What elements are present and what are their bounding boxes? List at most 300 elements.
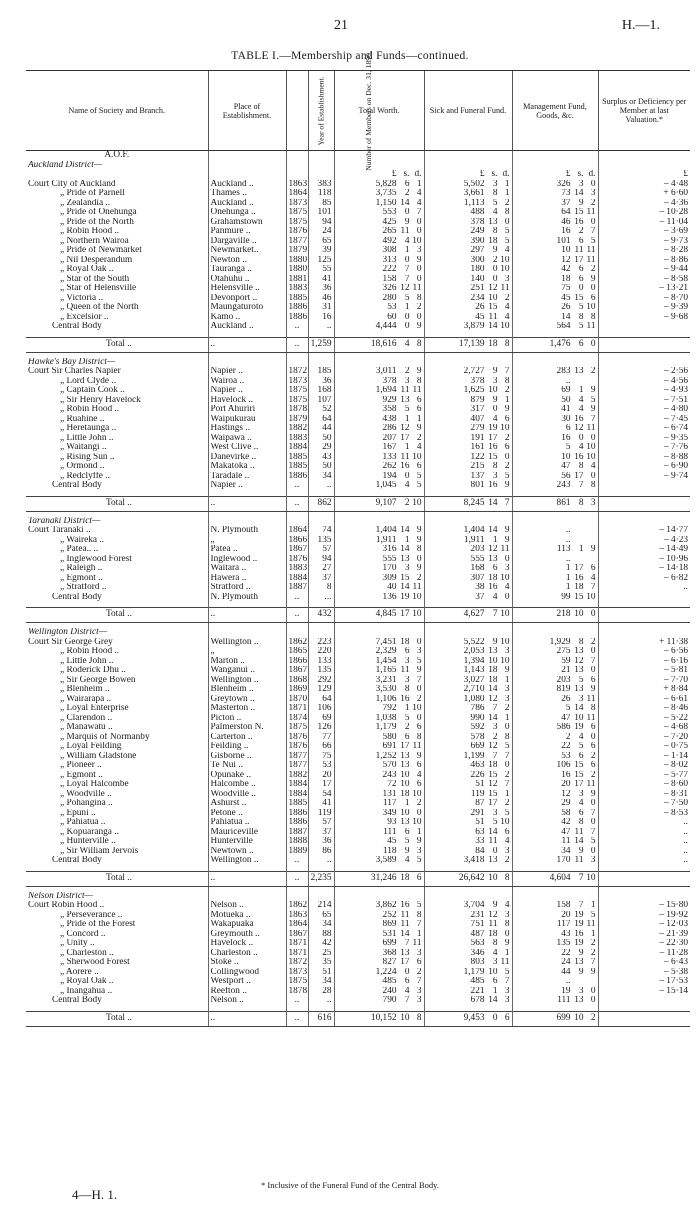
- total-worth: [334, 695, 424, 705]
- management-fund-pounds: 113: [556, 545, 571, 555]
- sick-funeral-fund: [424, 771, 512, 781]
- society-name: „ Unity ..: [60, 939, 95, 949]
- management-fund: [512, 1011, 598, 1026]
- total-worth-shillings: 16: [400, 462, 410, 472]
- sick-funeral-fund-pence: 4: [504, 901, 510, 911]
- sick-funeral-fund-pence: 7: [504, 780, 510, 790]
- year-established: 1878: [286, 405, 308, 415]
- management-fund-pounds: ..: [565, 977, 571, 987]
- management-fund-shillings: 11: [574, 856, 584, 866]
- sick-funeral-fund-pounds: 563: [470, 939, 485, 949]
- place-of-establishment: Grahamstown: [208, 218, 286, 228]
- total-row: [26, 496, 690, 511]
- management-fund-pence: 10: [586, 452, 596, 462]
- total-worth-shillings: 4: [404, 986, 410, 996]
- currency-mgmt-pence: d.: [588, 170, 596, 180]
- total-worth-pounds: 555: [382, 554, 397, 564]
- surplus-deficiency: – 15·80: [598, 901, 690, 911]
- total-worth: [334, 443, 424, 453]
- sick-funeral-fund: [424, 714, 512, 724]
- management-fund-shillings: 19: [574, 920, 584, 930]
- total-worth: [334, 638, 424, 648]
- management-fund-shillings: 6: [578, 236, 584, 246]
- year-established: 1872: [286, 958, 308, 968]
- total-worth-pence: 6: [416, 872, 422, 883]
- year-established: 1885: [286, 462, 308, 472]
- place-of-establishment: Newton ..: [208, 256, 286, 266]
- sick-funeral-fund-pence: 2: [504, 856, 510, 866]
- sick-funeral-fund-pounds: 226: [470, 770, 485, 780]
- management-fund-shillings: 5: [578, 675, 584, 685]
- total-worth-shillings: 6: [404, 647, 410, 657]
- surplus-deficiency: [598, 608, 690, 623]
- sick-funeral-fund-pounds: 463: [470, 761, 485, 771]
- total-worth-pence: 5: [416, 901, 422, 911]
- management-fund: [512, 837, 598, 847]
- sick-funeral-fund: [424, 405, 512, 415]
- management-fund: [512, 472, 598, 482]
- member-count: 118: [308, 189, 334, 199]
- sick-funeral-fund: [424, 496, 512, 511]
- member-count: 28: [308, 987, 334, 997]
- member-count: 64: [308, 415, 334, 425]
- empty-cell: [334, 517, 424, 527]
- sick-funeral-fund-pounds: 215: [470, 462, 485, 472]
- page-reference: H.—1.: [621, 18, 660, 33]
- surplus-deficiency: – 4·23: [598, 536, 690, 546]
- sick-funeral-fund-pence: 5: [504, 967, 510, 977]
- table-row: [26, 275, 690, 285]
- table-row: [26, 303, 690, 313]
- total-worth-shillings: 3: [404, 675, 410, 685]
- empty-cell: [308, 151, 334, 161]
- member-count: 223: [308, 638, 334, 648]
- total-worth-shillings: 18: [400, 637, 410, 647]
- member-count: 50: [308, 462, 334, 472]
- member-count: 36: [308, 284, 334, 294]
- total-worth-pounds: 5,828: [375, 179, 397, 189]
- management-fund-pence: 0: [590, 433, 596, 443]
- sick-funeral-fund: [424, 695, 512, 705]
- total-worth-pounds: 309: [382, 573, 397, 583]
- total-worth-pounds: 553: [382, 208, 397, 218]
- table-row: [26, 545, 690, 555]
- year-established: 1886: [286, 472, 308, 482]
- management-fund-shillings: 8: [578, 312, 584, 322]
- total-worth: [334, 911, 424, 921]
- sick-funeral-fund-pence: 0: [504, 723, 510, 733]
- management-fund-pence: 11: [586, 255, 596, 265]
- sick-funeral-fund-pence: 8: [504, 208, 510, 218]
- table-row: [26, 434, 690, 444]
- management-fund-pence: 6: [590, 564, 596, 574]
- member-count: 53: [308, 761, 334, 771]
- sick-funeral-fund-pence: 8: [504, 732, 510, 742]
- member-count: 135: [308, 666, 334, 676]
- management-fund-pence: 11: [586, 424, 596, 434]
- society-name: „ Loyal Enterprise: [60, 704, 129, 714]
- total-worth: [334, 901, 424, 911]
- sick-funeral-fund-pounds: 3,704: [463, 901, 485, 911]
- society-name: Central Body: [52, 322, 102, 332]
- management-fund-pounds: 111: [557, 996, 571, 1006]
- total-worth-shillings: 6: [404, 827, 410, 837]
- sick-funeral-fund-shillings: 18: [488, 573, 498, 583]
- management-fund-pounds: 29: [561, 799, 571, 809]
- total-worth-pounds: 691: [382, 742, 397, 752]
- sick-funeral-fund: [424, 742, 512, 752]
- total-worth-shillings: 4: [404, 236, 410, 246]
- total-worth: [334, 415, 424, 425]
- management-fund-shillings: 5: [578, 742, 584, 752]
- table-row: [26, 704, 690, 714]
- total-worth-pence: 5: [416, 481, 422, 491]
- total-worth: [334, 987, 424, 997]
- management-fund: [512, 752, 598, 762]
- total-worth-pounds: 1,179: [375, 723, 397, 733]
- year-established: 1877: [286, 761, 308, 771]
- sick-funeral-fund-pence: 6: [504, 1012, 510, 1023]
- management-fund-shillings: 9: [578, 967, 584, 977]
- table-row: [26, 780, 690, 790]
- header-place: Place of Establishment.: [208, 71, 286, 151]
- surplus-deficiency: [598, 1011, 690, 1026]
- sick-funeral-fund-pounds: 63: [475, 827, 485, 837]
- table-row: [26, 996, 690, 1006]
- total-worth-pence: 6: [416, 761, 422, 771]
- sick-funeral-fund-pounds: 390: [470, 236, 485, 246]
- empty-cell: [512, 161, 598, 171]
- table-row: [26, 638, 690, 648]
- total-worth-pence: 11: [412, 583, 422, 593]
- place-of-establishment: Taradale ..: [208, 472, 286, 482]
- table-row: [26, 695, 690, 705]
- society-name: „ Sir William Jervois: [60, 846, 139, 856]
- sick-funeral-fund: [424, 180, 512, 190]
- place-of-establishment: Te Nui ..: [208, 761, 286, 771]
- currency-sick: [424, 170, 512, 180]
- management-fund-shillings: 10: [574, 713, 584, 723]
- total-worth-pounds: 313: [382, 255, 397, 265]
- year-established: 1863: [286, 911, 308, 921]
- year-established: ..: [286, 322, 308, 332]
- total-worth-pounds: 60: [387, 312, 397, 322]
- member-count: 35: [308, 958, 334, 968]
- place-of-establishment: Ashurst ..: [208, 799, 286, 809]
- member-count: 862: [308, 496, 334, 511]
- sick-funeral-fund-pounds: 203: [470, 545, 485, 555]
- surplus-deficiency: + 11·38: [598, 638, 690, 648]
- management-fund-pounds: 42: [561, 265, 571, 275]
- sick-funeral-fund-shillings: 8: [492, 939, 498, 949]
- place-of-establishment: Thames ..: [208, 189, 286, 199]
- empty-cell: [208, 358, 286, 368]
- management-fund-pence: 5: [590, 910, 596, 920]
- management-fund: [512, 695, 598, 705]
- management-fund-pounds: 34: [561, 846, 571, 856]
- management-fund-pence: 6: [590, 761, 596, 771]
- sick-funeral-fund-shillings: 14: [488, 827, 498, 837]
- management-fund: [512, 180, 598, 190]
- member-count: 17: [308, 780, 334, 790]
- sick-funeral-fund-shillings: 1: [492, 535, 498, 545]
- management-fund-pence: 2: [590, 948, 596, 958]
- total-worth-shillings: 5: [404, 293, 410, 303]
- year-established: ..: [286, 856, 308, 866]
- sick-funeral-fund-pounds: 249: [470, 227, 485, 237]
- total-worth-shillings: 10: [400, 808, 410, 818]
- management-fund-pence: 9: [590, 967, 596, 977]
- empty-cell: [308, 892, 334, 902]
- total-worth-shillings: 7: [404, 274, 410, 284]
- society-name: „ Aorere ..: [60, 967, 99, 977]
- society-name: „ Ormond ..: [60, 462, 105, 472]
- society-name: „ Lord Clyde ..: [60, 376, 117, 386]
- sick-funeral-fund-pounds: 168: [470, 564, 485, 574]
- sick-funeral-fund-shillings: 10: [488, 656, 498, 666]
- sick-funeral-fund-shillings: 12: [488, 910, 498, 920]
- place-of-establishment: Devonport ..: [208, 294, 286, 304]
- management-fund-pounds: 106: [556, 761, 571, 771]
- total-worth-pence: 1: [416, 179, 422, 189]
- member-count: ..: [308, 481, 334, 491]
- total-worth: [334, 949, 424, 959]
- empty-cell: [208, 892, 286, 902]
- management-fund-pence: 10: [586, 443, 596, 453]
- total-worth-pence: 4: [416, 189, 422, 199]
- surplus-deficiency: – 6·74: [598, 424, 690, 434]
- management-fund-pence: 11: [586, 780, 596, 790]
- empty-cell: [286, 517, 308, 527]
- total-worth-pounds: 368: [382, 948, 397, 958]
- management-fund-shillings: 14: [574, 189, 584, 199]
- total-worth-pounds: 117: [382, 799, 397, 809]
- total-worth: [334, 752, 424, 762]
- sick-funeral-fund-shillings: 4: [492, 414, 498, 424]
- management-fund: [512, 920, 598, 930]
- table-row: [26, 761, 690, 771]
- surplus-deficiency: [598, 871, 690, 886]
- management-fund-shillings: 11: [574, 827, 584, 837]
- sick-funeral-fund-shillings: 6: [492, 564, 498, 574]
- total-worth-pounds: 438: [382, 414, 397, 424]
- sick-funeral-fund-pounds: 300: [470, 255, 485, 265]
- sick-funeral-fund-pence: 7: [504, 977, 510, 987]
- table-row: [26, 256, 690, 266]
- sick-funeral-fund-pounds: 1,394: [463, 656, 485, 666]
- year-established: 1871: [286, 704, 308, 714]
- sick-funeral-fund: [424, 920, 512, 930]
- management-fund: [512, 313, 598, 323]
- sick-funeral-fund-shillings: 3: [492, 808, 498, 818]
- table-row: [26, 856, 690, 866]
- total-worth-pence: 10: [412, 497, 422, 508]
- management-fund-shillings: 13: [574, 685, 584, 695]
- total-worth-pounds: 869: [382, 920, 397, 930]
- management-fund-pounds: 283: [556, 367, 571, 377]
- sick-funeral-fund: [424, 386, 512, 396]
- table-row: [26, 987, 690, 997]
- management-fund: [512, 958, 598, 968]
- total-worth-pence: 2: [416, 303, 422, 313]
- table-row: [26, 526, 690, 536]
- society-name: „ Epuni ..: [60, 808, 96, 818]
- member-count: 86: [308, 847, 334, 857]
- management-fund-shillings: 19: [574, 910, 584, 920]
- sick-funeral-fund: [424, 189, 512, 199]
- total-worth-pounds: 72: [387, 780, 397, 790]
- total-worth-pounds: 222: [382, 265, 397, 275]
- sick-funeral-fund: [424, 987, 512, 997]
- year-established: 1867: [286, 545, 308, 555]
- section-heading: [26, 151, 690, 161]
- currency-worth-pounds: £: [391, 170, 397, 180]
- management-fund: [512, 818, 598, 828]
- place-of-establishment: Auckland ..: [208, 322, 286, 332]
- place-of-establishment: Mauriceville: [208, 828, 286, 838]
- management-fund-pence: 3: [590, 189, 596, 199]
- sick-funeral-fund: [424, 415, 512, 425]
- society-name: „ Captain Cook ..: [60, 386, 125, 396]
- sick-funeral-fund-shillings: 18: [488, 666, 498, 676]
- year-established: 1884: [286, 574, 308, 584]
- management-fund: [512, 536, 598, 546]
- year-established: 1864: [286, 189, 308, 199]
- total-worth: [334, 434, 424, 444]
- place-of-establishment: Picton ..: [208, 714, 286, 724]
- total-worth-pounds: 45: [387, 837, 397, 847]
- society-name: Total ..: [26, 608, 208, 623]
- management-fund-pounds: 47: [561, 827, 571, 837]
- management-fund-shillings: 3: [578, 789, 584, 799]
- sick-funeral-fund-shillings: 19: [488, 424, 498, 434]
- table-row: [26, 189, 690, 199]
- sick-funeral-fund: [424, 790, 512, 800]
- empty-cell: [308, 358, 334, 368]
- member-count: 168: [308, 386, 334, 396]
- sick-funeral-fund-pence: 3: [504, 685, 510, 695]
- management-fund-shillings: 6: [578, 808, 584, 818]
- management-fund: [512, 396, 598, 406]
- management-fund-pence: 8: [590, 704, 596, 714]
- surplus-deficiency: – 8·70: [598, 294, 690, 304]
- year-established: 1867: [286, 930, 308, 940]
- total-worth: [334, 837, 424, 847]
- place-of-establishment: Hunterville: [208, 837, 286, 847]
- total-worth: [334, 733, 424, 743]
- management-fund-pence: 4: [590, 573, 596, 583]
- total-worth-pounds: 131: [382, 789, 397, 799]
- society-name: „ Wairarapa ..: [60, 694, 112, 704]
- total-worth-shillings: 14: [400, 198, 410, 208]
- surplus-deficiency: – 22·30: [598, 939, 690, 949]
- total-worth-pence: 6: [416, 395, 422, 405]
- sick-funeral-fund-shillings: 5: [492, 198, 498, 208]
- total-worth-pence: 0: [416, 274, 422, 284]
- management-fund-pence: 7: [590, 656, 596, 666]
- sick-funeral-fund-pence: 0: [504, 554, 510, 564]
- place-of-establishment: Newmarket..: [208, 246, 286, 256]
- total-worth-shillings: 2: [404, 497, 410, 508]
- sick-funeral-fund-pounds: 2,053: [463, 647, 485, 657]
- total-worth-pence: 0: [416, 713, 422, 723]
- management-fund-shillings: 13: [574, 996, 584, 1006]
- place-of-establishment: ..: [208, 608, 286, 623]
- management-fund-shillings: 15: [574, 592, 584, 602]
- management-fund-shillings: 18: [574, 583, 584, 593]
- header-society: Name of Society and Branch.: [26, 71, 208, 151]
- sick-funeral-fund-shillings: 3: [492, 958, 498, 968]
- year-established: 1864: [286, 920, 308, 930]
- empty-cell: [424, 892, 512, 902]
- total-worth: [334, 799, 424, 809]
- total-worth-pounds: 827: [382, 958, 397, 968]
- management-fund-shillings: [571, 555, 584, 564]
- year-established: 1885: [286, 799, 308, 809]
- total-worth-pounds: 1,404: [375, 526, 397, 536]
- member-count: 31: [308, 303, 334, 313]
- total-worth: [334, 246, 424, 256]
- society-name: „ Ruahine ..: [60, 414, 105, 424]
- empty-cell: [598, 517, 690, 527]
- sick-funeral-fund: [424, 723, 512, 733]
- total-worth-shillings: 0: [404, 967, 410, 977]
- sick-funeral-fund-pence: 9: [504, 481, 510, 491]
- management-fund-pence: [584, 377, 596, 386]
- management-fund: [512, 809, 598, 819]
- sick-funeral-fund-shillings: 13: [488, 856, 498, 866]
- society-name: „ Robin Hood ..: [60, 227, 120, 237]
- management-fund: [512, 901, 598, 911]
- total-worth-pence: 9: [416, 255, 422, 265]
- management-fund-pence: [584, 977, 596, 986]
- year-established: 1889: [286, 847, 308, 857]
- management-fund-pounds: 75: [561, 284, 571, 294]
- management-fund-pence: 11: [586, 694, 596, 704]
- sick-funeral-fund-pounds: 488: [470, 208, 485, 218]
- year-established: 1873: [286, 377, 308, 387]
- sick-funeral-fund: [424, 799, 512, 809]
- total-worth-pence: 1: [416, 929, 422, 939]
- management-fund-shillings: 6: [578, 265, 584, 275]
- table-row: [26, 462, 690, 472]
- management-fund-pence: 2: [590, 939, 596, 949]
- total-worth-pounds: 3,011: [375, 367, 397, 377]
- society-name: „ Victoria ..: [60, 293, 104, 303]
- management-fund: [512, 723, 598, 733]
- table-row: [26, 227, 690, 237]
- sick-funeral-fund-shillings: 7: [492, 751, 498, 761]
- total-worth-pence: 0: [416, 227, 422, 237]
- management-fund-shillings: 8: [578, 637, 584, 647]
- total-worth-shillings: 2: [404, 723, 410, 733]
- total-worth: [334, 337, 424, 352]
- management-fund-pence: 7: [590, 583, 596, 593]
- surplus-deficiency: – 7·20: [598, 733, 690, 743]
- sick-funeral-fund-pence: 3: [504, 986, 510, 996]
- sick-funeral-fund: [424, 453, 512, 463]
- sick-funeral-fund-pence: 10: [500, 637, 510, 647]
- surplus-deficiency: – 6·43: [598, 958, 690, 968]
- sick-funeral-fund-pounds: 45: [475, 312, 485, 322]
- district-heading-label: Hawke's Bay District—: [28, 357, 116, 367]
- management-fund-pence: 11: [586, 920, 596, 930]
- society-name: „ Royal Oak ..: [60, 977, 114, 987]
- surplus-deficiency: – 4·56: [598, 377, 690, 387]
- sick-funeral-fund-pounds: 407: [470, 414, 485, 424]
- sick-funeral-fund-pence: 10: [500, 322, 510, 332]
- management-fund-pence: 5: [590, 837, 596, 847]
